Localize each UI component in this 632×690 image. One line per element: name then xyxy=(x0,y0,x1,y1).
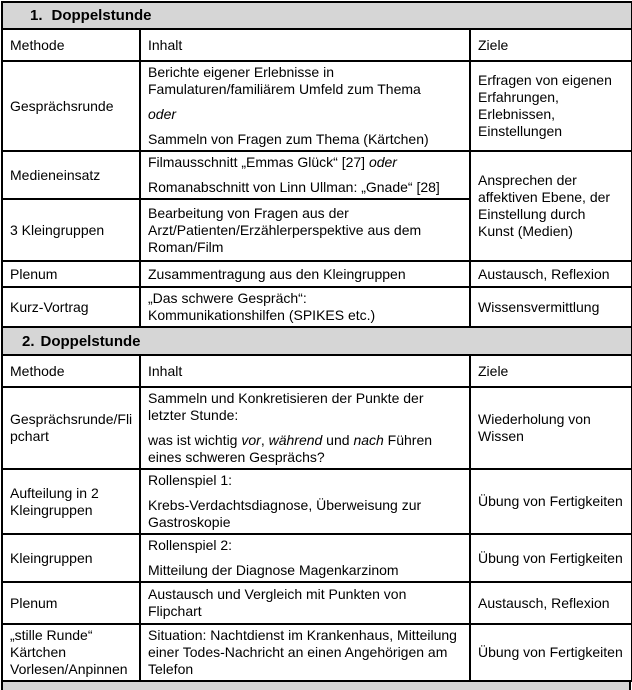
inhalt-cell xyxy=(140,387,470,469)
section-1-header-row xyxy=(2,2,632,29)
text-segment: , xyxy=(260,432,269,448)
methode-cell: Gesprächsrunde xyxy=(2,61,140,151)
text-segment-italic: oder xyxy=(148,106,177,122)
inhalt-paragraph xyxy=(148,390,463,424)
ziele-cell: Übung von Fertigkeiten xyxy=(470,534,632,582)
inhalt-paragraph xyxy=(148,586,463,620)
methode-cell: Aufteilung in 2 Kleingruppen xyxy=(2,469,140,534)
inhalt-paragraph xyxy=(148,562,463,579)
table-row xyxy=(2,151,632,199)
section-2-label: Doppelstunde xyxy=(40,332,141,350)
inhalt-cell xyxy=(140,469,470,534)
table-row xyxy=(2,469,632,534)
methode-cell: Plenum xyxy=(2,261,140,287)
inhalt-paragraph xyxy=(148,131,463,148)
col-header-inhalt: Inhalt xyxy=(140,29,470,61)
text-segment-italic: während xyxy=(268,432,323,448)
inhalt-cell xyxy=(140,534,470,582)
text-segment-italic: oder xyxy=(368,154,397,170)
section-1-column-header-row xyxy=(2,29,632,61)
table-row xyxy=(2,387,632,469)
methode-cell: 3 Kleingruppen xyxy=(2,199,140,261)
text-segment: Rollenspiel 2: xyxy=(148,537,233,553)
inhalt-cell xyxy=(140,624,470,681)
table-row xyxy=(2,261,632,287)
inhalt-cell xyxy=(140,261,470,287)
text-segment: Kommunikationshilfen (SPIKES etc.) xyxy=(148,307,376,323)
inhalt-paragraph xyxy=(148,472,463,489)
ziele-cell: Austausch, Reflexion xyxy=(470,261,632,287)
methode-cell: Gesprächsrunde/Flipchart xyxy=(2,387,140,469)
methode-cell: „stille Runde“ Kärtchen Vorlesen/Anpinnen xyxy=(2,624,140,681)
table-row xyxy=(2,624,632,681)
inhalt-paragraph xyxy=(148,154,463,171)
text-segment-italic: nach xyxy=(353,432,384,448)
ziele-cell: Erfragen von eigenen Erfahrungen, Erlebnissen, Einstellungen xyxy=(470,61,632,151)
methode-cell: Kurz-Vortrag xyxy=(2,287,140,327)
text-segment: „Das schwere Gespräch“: xyxy=(148,290,307,306)
text-segment: Bearbeitung von Fragen aus der Arzt/Patienten/Erzählerperspektive aus dem Roman/Film xyxy=(148,204,422,255)
section-2-header-row xyxy=(2,327,632,355)
inhalt-paragraph xyxy=(148,205,463,256)
col-header-ziele: Ziele xyxy=(470,355,632,387)
section-2-number: 2. xyxy=(22,332,35,350)
text-segment: Filmausschnitt „Emmas Glück“ [27] xyxy=(148,154,369,170)
inhalt-paragraph xyxy=(148,266,463,283)
ziele-cell: Austausch, Reflexion xyxy=(470,582,632,624)
text-segment: Krebs-Verdachtsdiagnose, Überweisung zur Gastroskopie xyxy=(148,497,422,530)
inhalt-paragraph xyxy=(148,627,463,678)
text-segment: Romanabschnitt von Linn Ullman: „Gnade“ [28] xyxy=(148,179,440,195)
ziele-cell: Wiederholung von Wissen xyxy=(470,387,632,469)
methode-cell: Medieneinsatz xyxy=(2,151,140,199)
ziele-cell: Wissensvermittlung xyxy=(470,287,632,327)
table-row xyxy=(2,534,632,582)
ziele-cell: Übung von Fertigkeiten xyxy=(470,469,632,534)
methode-cell: Kleingruppen xyxy=(2,534,140,582)
text-segment: Situation: Nachtdienst im Krankenhaus, Mitteilung einer Todes-Nachricht an einen Angehörigen am Telefon xyxy=(148,627,457,677)
inhalt-paragraph xyxy=(148,179,463,196)
inhalt-paragraph xyxy=(148,432,463,466)
inhalt-cell xyxy=(140,199,470,261)
methode-cell: Plenum xyxy=(2,582,140,624)
section-1-label: Doppelstunde xyxy=(51,7,152,24)
text-segment: Rollenspiel 1: xyxy=(148,472,233,488)
col-header-methode: Methode xyxy=(2,29,140,61)
ziele-cell: Übung von Fertigkeiten xyxy=(470,624,632,681)
col-header-ziele: Ziele xyxy=(470,29,632,61)
inhalt-paragraph xyxy=(148,106,463,123)
inhalt-paragraph xyxy=(148,497,463,531)
text-segment-italic: vor xyxy=(241,432,261,448)
table-row xyxy=(2,287,632,327)
text-segment: Austausch und Vergleich mit Punkten von Flipchart xyxy=(148,586,407,619)
section-1-title xyxy=(2,2,632,29)
lesson-plan-table-sheet xyxy=(1,1,631,690)
inhalt-paragraph xyxy=(148,537,463,554)
text-segment: was ist wichtig xyxy=(148,432,242,448)
table-row xyxy=(2,582,632,624)
col-header-inhalt: Inhalt xyxy=(140,355,470,387)
next-section-header-partial xyxy=(1,682,631,690)
inhalt-paragraph xyxy=(148,64,463,98)
inhalt-cell xyxy=(140,582,470,624)
inhalt-paragraph xyxy=(148,290,463,307)
text-segment: Führen eines schweren Gesprächs? xyxy=(148,432,433,465)
text-segment: und xyxy=(322,432,354,448)
text-segment: Zusammentragung aus den Kleingruppen xyxy=(148,265,406,282)
inhalt-paragraph xyxy=(148,307,463,324)
inhalt-cell xyxy=(140,151,470,199)
section-2-title xyxy=(2,327,632,355)
text-segment: Mitteilung der Diagnose Magenkarzinom xyxy=(148,562,399,578)
section-1-number: 1. xyxy=(30,7,43,24)
text-segment: Berichte eigener Erlebnisse in Famulaturen/familiärem Umfeld zum Thema xyxy=(148,64,421,97)
lesson-plan-table xyxy=(1,1,632,682)
table-row xyxy=(2,61,632,151)
section-2-column-header-row xyxy=(2,355,632,387)
inhalt-cell xyxy=(140,61,470,151)
inhalt-cell xyxy=(140,287,470,327)
col-header-methode: Methode xyxy=(2,355,140,387)
text-segment: Sammeln von Fragen zum Thema (Kärtchen) xyxy=(148,131,429,147)
ziele-cell-merged: Ansprechen der affektiven Ebene, der Einstellung durch Kunst (Medien) xyxy=(470,151,632,261)
text-segment: Sammeln und Konkretisieren der Punkte der letzter Stunde: xyxy=(148,390,424,423)
